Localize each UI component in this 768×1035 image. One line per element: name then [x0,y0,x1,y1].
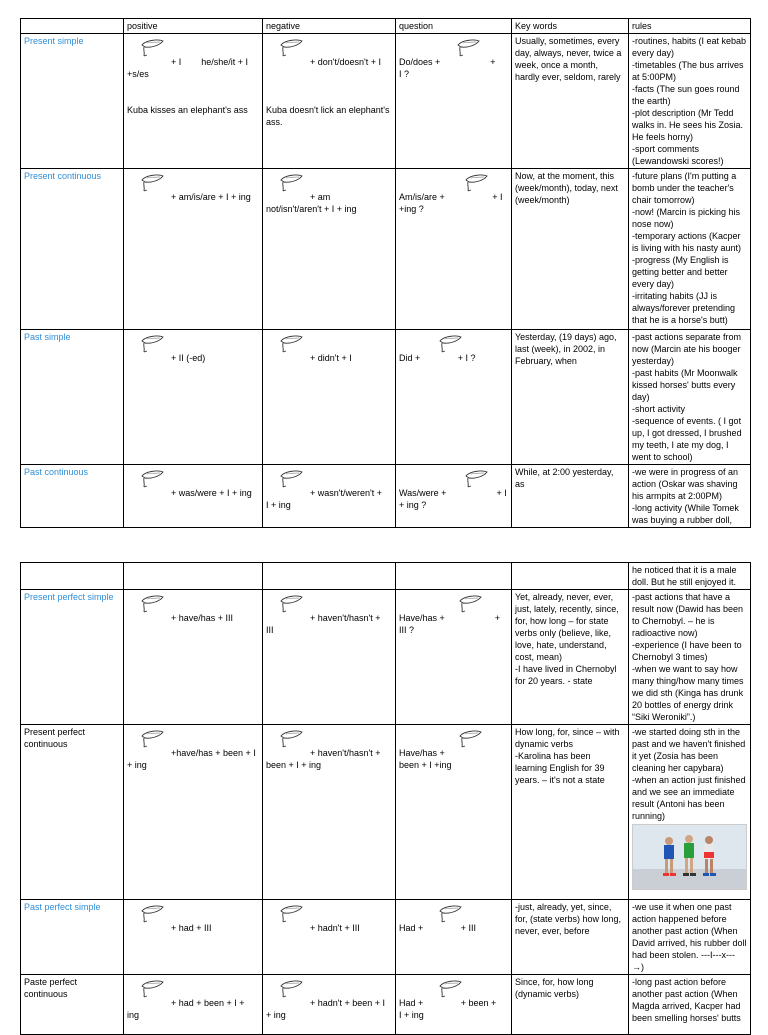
keywords-cell: How long, for, since – with dynamic verbs -Karolina has been learning English for 39 years. – it's not a state [512,725,629,900]
rules-cell: -we were in progress of an action (Oskar was shaving his armpits at 2:00PM) -long activity (While Tomek was buying a rubber doll, [629,465,751,528]
negative-cell [263,590,396,725]
positive-formula: + II (-ed) [171,353,206,363]
runners-photo [632,824,747,890]
positive-cell [124,330,263,465]
positive-cell [124,590,263,725]
positive-formula: + had + been + I + ing [127,998,245,1020]
question-cell [396,34,512,169]
rules-cell [629,725,751,900]
negative-formula: + haven't/hasn't + III [266,613,381,635]
question-cell [396,590,512,725]
question-cell [396,169,512,330]
tense-name: Present perfect simple [21,590,124,725]
tense-name: Present simple [21,34,124,169]
header-row [21,19,751,34]
question-formula: Do/does + + I ? [399,57,496,79]
tenses-table-part-2 [20,562,751,1035]
negative-formula: + don't/doesn't + I [310,57,381,67]
positive-formula: +have/has + been + I + ing [127,748,256,770]
keywords-cell: Usually, sometimes, every day, always, never, twice a week, once a month, hardly ever, seldom, rarely [512,34,629,169]
header-cell-empty [21,19,124,34]
tense-name: Past simple [21,330,124,465]
negative-cell [263,465,396,528]
positive-cell [124,725,263,900]
table-row [21,725,751,900]
question-cell [396,975,512,1035]
positive-cell [124,900,263,975]
table-row [21,465,751,528]
negative-formula: + wasn't/weren't + I + ing [266,488,382,510]
positive-example: Kuba kisses an elephant's ass [127,105,248,115]
rules-cell: -long past action before another past action (When Magda arrived, Kacper had been smelling horses' butts [629,975,751,1035]
continuation-row [21,563,751,590]
negative-example: Kuba doesn't lick an elephant's ass. [266,105,390,127]
rules-cell: -routines, habits (I eat kebab every day) -timetables (The bus arrives at 5:00PM) -facts (The sun goes round the earth) -plot description (Mr Tedd walks in. He sees his Zosia. He feels horny) -sport comments (Lewandowski scores!) [629,34,751,169]
header-question: question [396,19,512,34]
question-formula: Have/has + + III ? [399,613,501,635]
rules-cell: -we use it when one past action happened before another past action (When David arrived, his rubber doll had been stolen. ---I---x---→) [629,900,751,975]
question-formula: Have/has + been + I +ing [399,748,452,770]
negative-formula: + didn't + I [310,353,352,363]
keywords-cell: Yesterday, (19 days) ago, last (week), in 2002, in February, when [512,330,629,465]
tenses-table-part-1 [20,18,751,528]
keywords-cell: Yet, already, never, ever, just, lately, recently, since, for, how long – for state verbs only (believe, like, love, hate, understand, cost, mean) -I have lived in Chernobyl for 20 years. - state [512,590,629,725]
tense-name: Past continuous [21,465,124,528]
table-row [21,590,751,725]
negative-formula: + hadn't + III [310,923,360,933]
positive-formula: + have/has + III [171,613,234,623]
positive-cell [124,975,263,1035]
tense-name: Past perfect simple [21,900,124,975]
keywords-cell: Now, at the moment, this (week/month), today, next (week/month) [512,169,629,330]
question-formula: Had + + III [399,923,477,933]
rules-cell: -future plans (I'm putting a bomb under the teacher's chair tomorrow) -now! (Marcin is picking his nose now) -temporary actions (Kacper is living with his nasty aunt) -progress (My English is getting better and better every day) -irritating habits (JJ is always/forever pretending that he is a horse's butt) [629,169,751,330]
question-formula: Had + + been + I + ing [399,998,497,1020]
negative-cell [263,34,396,169]
positive-cell [124,34,263,169]
rules-cell: -past actions separate from now (Marcin ate his booger yesterday) -past habits (Mr Moonwalk kissed horses' butts every day) -short activity -sequence of events. ( I got up, I got dressed, I brushed my teeth, I ate my dog, I went to school) [629,330,751,465]
header-keywords: Key words [512,19,629,34]
table-row [21,169,751,330]
table-row [21,34,751,169]
keywords-cell: -just, already, yet, since, for, (state verbs) how long, never, ever, before [512,900,629,975]
negative-cell [263,330,396,465]
question-cell [396,330,512,465]
positive-formula: + am/is/are + I + ing [171,192,251,202]
header-positive: positive [124,19,263,34]
negative-formula: + hadn't + been + I + ing [266,998,386,1020]
question-formula: Am/is/are + + I +ing ? [399,192,503,214]
question-cell [396,465,512,528]
rules-text: -we started doing sth in the past and we haven't finished it yet (Zosia has been cleaning her capybara) -when an action just finished and we see an immediate result (Antoni has been running) [632,727,746,821]
question-formula: Did + + I ? [399,353,476,363]
rules-cell: -past actions that have a result now (Dawid has been to Chernobyl. – he is radioactive now) -experience (I have been to Chernobyl 3 times) -when we want to say how many thing/how many times we did sth (Kinga has drunk 20 bottles of energy drink “Siki Weroniki”.) [629,590,751,725]
question-formula: Was/were + + I + ing ? [399,488,507,510]
negative-cell [263,975,396,1035]
negative-cell [263,169,396,330]
positive-formula: + was/were + I + ing [171,488,252,498]
positive-cell [124,465,263,528]
negative-formula: + am not/isn't/aren't + I + ing [266,192,357,214]
negative-cell [263,900,396,975]
tense-name: Present perfect continuous [21,725,124,900]
keywords-cell: Since, for, how long (dynamic verbs) [512,975,629,1035]
rules-cell: he noticed that it is a male doll. But he still enjoyed it. [629,563,751,590]
negative-cell [263,725,396,900]
negative-formula: + haven't/hasn't + been + I + ing [266,748,381,770]
tense-name: Paste perfect continuous [21,975,124,1035]
table-row [21,330,751,465]
tense-name: Present continuous [21,169,124,330]
table-row [21,900,751,975]
question-cell [396,725,512,900]
positive-formula: + I he/she/it + I +s/es [127,57,249,79]
question-cell [396,900,512,975]
header-negative: negative [263,19,396,34]
positive-cell [124,169,263,330]
table-row [21,975,751,1035]
header-rules: rules [629,19,751,34]
keywords-cell: While, at 2:00 yesterday, as [512,465,629,528]
positive-formula: + had + III [171,923,212,933]
